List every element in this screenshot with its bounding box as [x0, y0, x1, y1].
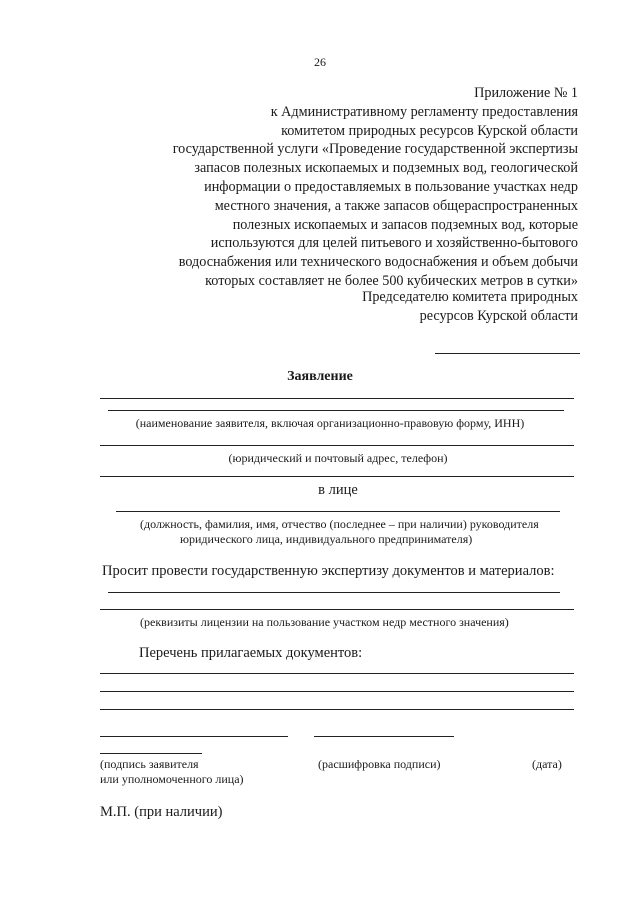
addressee-line: Председателю комитета природных [362, 289, 578, 305]
addressee-signature-line [435, 353, 580, 354]
request-text: Просит провести государственную экспертизу документов и материалов: [102, 563, 555, 579]
stamp-label: М.П. (при наличии) [100, 804, 223, 820]
applicant-caption: (наименование заявителя, включая организационно-правовую форму, ИНН) [135, 416, 525, 430]
date-caption: (дата) [532, 757, 562, 771]
appendix-line: полезных ископаемых и запасов подземных вод, которые [232, 216, 578, 233]
appendix-line: которых составляет не более 500 кубических метров в сутки» [205, 272, 578, 289]
signature-fill-line [100, 736, 288, 737]
appendix-line: местного значения, а также запасов общераспространенных [214, 197, 578, 214]
address-fill-line [100, 445, 574, 446]
documents-list-label: Перечень прилагаемых документов: [139, 645, 363, 661]
signature-caption: или уполномоченного лица) [100, 772, 244, 786]
addressee-block [362, 288, 578, 326]
position-caption: юридического лица, индивидуального предпринимателя) [180, 532, 473, 546]
appendix-line: комитетом природных ресурсов Курской области [281, 122, 578, 139]
appendix-block [173, 84, 578, 291]
decoding-fill-line [314, 736, 454, 737]
signature-caption: (подпись заявителя [100, 757, 199, 771]
appendix-line: государственной услуги «Проведение государственной экспертизы [172, 141, 578, 158]
decoding-caption: (расшифровка подписи) [318, 757, 441, 771]
address-caption: (юридический и почтовый адрес, телефон) [228, 451, 448, 465]
applicant-fill-line [108, 410, 564, 411]
request-fill-line [100, 609, 574, 610]
appendix-line: к Административному регламенту предоставления [270, 103, 578, 120]
page-number: 26 [314, 55, 326, 69]
position-caption: (должность, фамилия, имя, отчество (последнее – при наличии) руководителя [140, 517, 539, 531]
address-fill-line [100, 476, 574, 477]
documents-fill-line [100, 673, 574, 674]
addressee-line: ресурсов Курской области [419, 307, 578, 324]
appendix-line: используются для целей питьевого и хозяйственно-бытового [210, 235, 578, 252]
in-person-label: в лице [318, 482, 358, 498]
date-fill-line [100, 753, 202, 754]
appendix-line: запасов полезных ископаемых и подземных вод, геологической [194, 160, 578, 177]
appendix-line: информации о предоставляемых в пользование участках недр [204, 178, 578, 195]
documents-fill-line [100, 709, 574, 710]
appendix-line: водоснабжения или технического водоснабжения и объем добычи [178, 254, 578, 271]
license-caption: (реквизиты лицензии на пользование участком недр местного значения) [140, 615, 509, 629]
documents-fill-line [100, 691, 574, 692]
form-title: Заявление [287, 369, 353, 384]
request-fill-line [108, 592, 560, 593]
representative-fill-line [116, 511, 560, 512]
applicant-fill-line [100, 398, 574, 399]
appendix-heading: Приложение № 1 [474, 85, 578, 101]
